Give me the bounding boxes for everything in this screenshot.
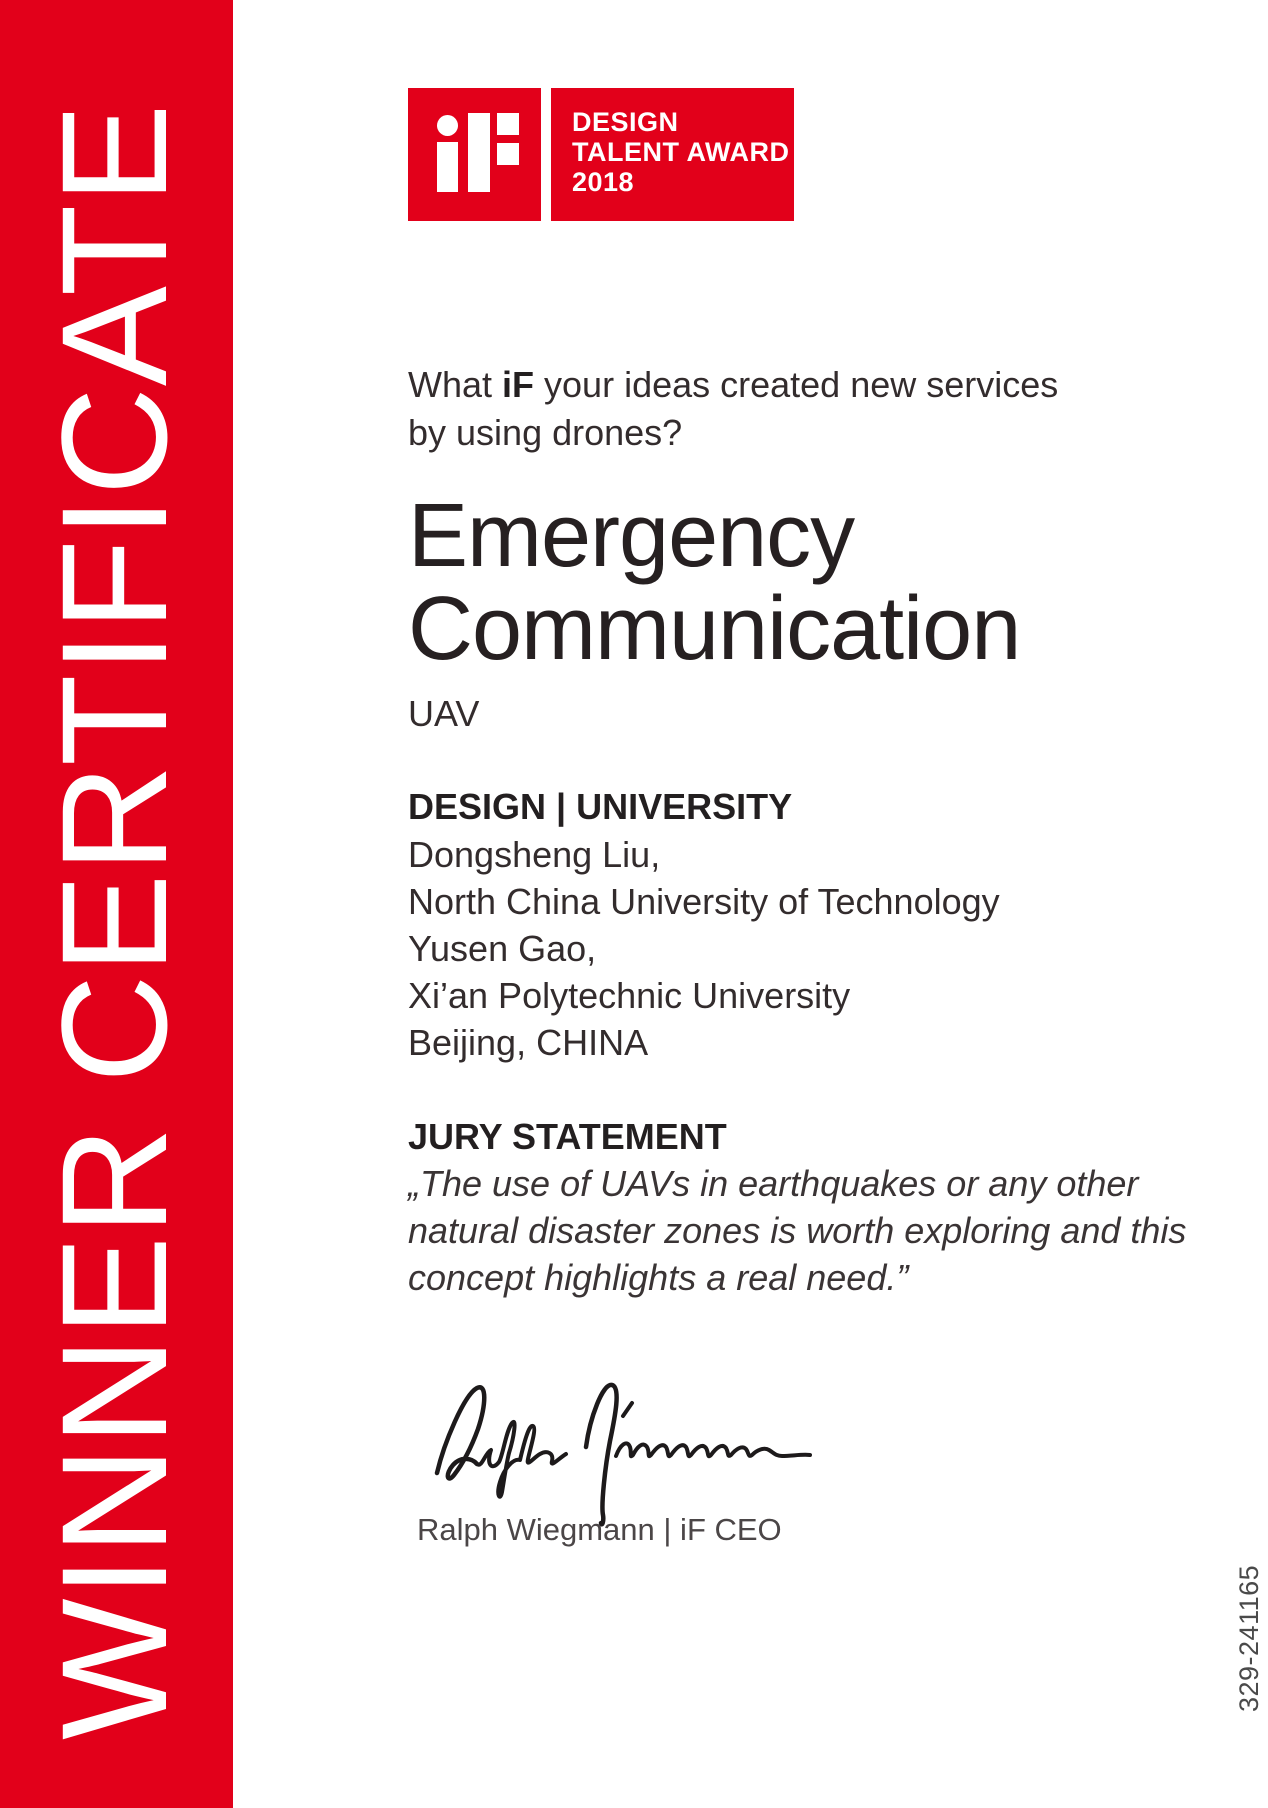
intro-line1-pre: What	[408, 364, 503, 405]
jury-statement-line3: concept highlights a real need.”	[408, 1257, 909, 1298]
intro-line1-if: iF	[502, 364, 535, 405]
if-logo-f-bar-mid	[497, 143, 519, 165]
intro-line1	[408, 361, 1058, 409]
design-section-lines	[408, 831, 1000, 1066]
if-logo-i-dot	[437, 115, 458, 136]
if-logo-icon	[408, 88, 541, 221]
winner-certificate-vertical-label: WINNER CERTIFICATE	[30, 102, 198, 1740]
award-label-line2: TALENT AWARD	[572, 137, 790, 167]
ceo-name-line: Ralph Wiegmann | iF CEO	[417, 1512, 782, 1547]
award-label-line3: 2018	[572, 167, 635, 197]
if-logo-box	[408, 88, 541, 221]
designer-name-1: Dongsheng Liu,	[408, 834, 661, 875]
designer-location: Beijing, CHINA	[408, 1022, 649, 1063]
award-label-line1: DESIGN	[572, 107, 679, 137]
design-section-heading: DESIGN | UNIVERSITY	[408, 786, 793, 827]
if-logo-f-bar-top	[497, 113, 519, 135]
intro-line2: by using drones?	[408, 412, 683, 453]
jury-statement-line1: „The use of UAVs in earthquakes or any other	[408, 1163, 1139, 1204]
project-title	[408, 486, 1021, 679]
designer-name-2: Yusen Gao,	[408, 928, 597, 969]
if-logo-i-stem	[437, 142, 458, 192]
certificate-serial-number: 329-241165	[1234, 1564, 1264, 1712]
designer-school-2: Xi’an Polytechnic University	[408, 975, 851, 1016]
jury-statement-heading: JURY STATEMENT	[408, 1116, 727, 1157]
jury-statement-text	[408, 1160, 1186, 1301]
if-logo-f-stem	[468, 113, 490, 192]
project-subtitle: UAV	[408, 693, 480, 734]
intro-line1-post: your ideas created new services	[534, 364, 1059, 405]
designer-school-1: North China University of Technology	[408, 881, 1000, 922]
project-title-line1: Emergency	[408, 486, 855, 586]
award-label-box	[551, 88, 794, 221]
project-title-line2: Communication	[408, 579, 1021, 679]
award-label-text	[572, 107, 789, 197]
jury-statement-line2: natural disaster zones is worth exploring and this	[408, 1210, 1187, 1251]
